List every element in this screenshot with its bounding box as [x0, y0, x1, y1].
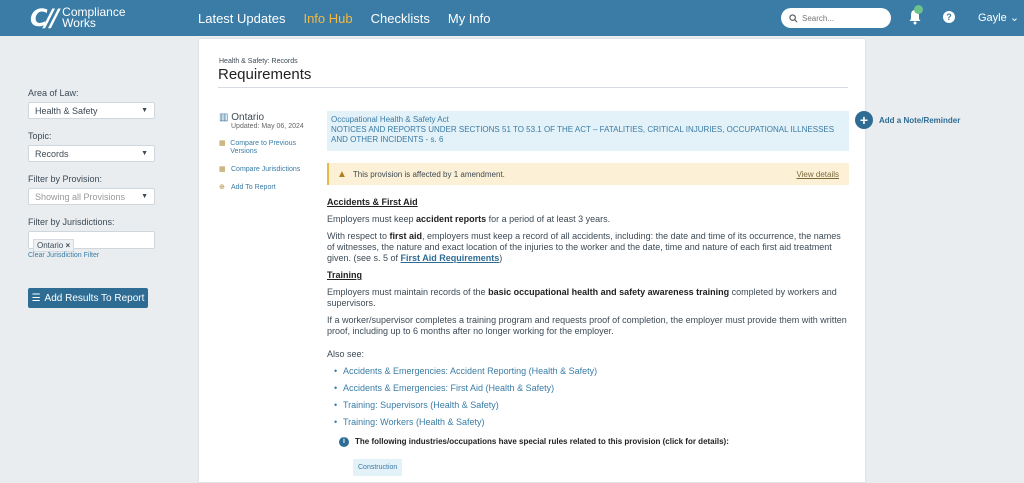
paragraph: Employers must keep accident reports for a period of at least 3 years. [327, 214, 611, 224]
related-link[interactable]: • Training: Supervisors (Health & Safety) [343, 400, 849, 411]
help-icon[interactable]: ? [943, 11, 955, 23]
updated-date: Updated: May 06, 2024 [231, 123, 304, 130]
compare-jurisdictions-label: Compare Jurisdictions [231, 166, 301, 173]
add-results-button[interactable] [28, 288, 148, 308]
logo-text [62, 7, 125, 29]
topic-value: Records [35, 148, 69, 159]
compare-jurisdictions-link[interactable] [219, 166, 319, 174]
remove-tag-icon[interactable]: × [65, 241, 71, 250]
paragraph: With respect to first aid, employers must keep a record of all accidents, including: the date and time of its occurrence, the names of witnesses, the nature and exact location of the injuries to the worker and the date, time and nature of each first aid treatment given. (see s. 5 of First Aid Requirements) [327, 231, 841, 263]
nav-latest-updates[interactable]: Latest Updates [198, 10, 286, 26]
page-title: Requirements [218, 66, 312, 83]
info-icon: i [339, 437, 349, 447]
logo-line1: Compliance [62, 5, 126, 19]
special-rules-info [339, 436, 849, 447]
user-menu[interactable] [978, 11, 1019, 24]
info-text: The following industries/occupations have special rules related to this provision (click for details): [355, 437, 729, 446]
caret-down-icon: ▼ [141, 107, 148, 114]
paragraph: If a worker/supervisor completes a training program and requests proof of completion, the employer must provide them with written proof, including up to 6 months after no longer working for the employer. [327, 315, 847, 336]
provision-select[interactable] [28, 188, 155, 205]
section-heading: Accidents & First Aid [327, 197, 418, 207]
section-heading: Training [327, 270, 363, 280]
industry-chip[interactable]: Construction [353, 459, 402, 476]
nav-checklists[interactable]: Checklists [370, 10, 430, 26]
notification-dot [914, 5, 923, 14]
compare-versions-link[interactable] [219, 140, 319, 156]
caret-down-icon: ▼ [141, 150, 148, 157]
paragraph: Employers must maintain records of the basic occupational health and safety awareness training completed by workers and supervisors. [327, 287, 837, 308]
logo[interactable] [30, 5, 126, 31]
provision-label: Filter by Provision: [28, 174, 103, 184]
jurisdiction-panel [219, 112, 319, 192]
main-nav [198, 0, 490, 36]
compare-versions-label: Compare to Previous Versions [230, 140, 297, 155]
jurisdiction-tag[interactable] [33, 239, 74, 252]
chevron-down-icon: ⌄ [1009, 12, 1020, 24]
add-to-report-link[interactable] [219, 184, 319, 192]
logo-mark: C// [30, 4, 57, 32]
search-input[interactable] [802, 14, 882, 23]
title-divider [218, 87, 848, 88]
plus-circle-icon: ⊕ [219, 184, 225, 191]
related-link[interactable]: • Accidents & Emergencies: First Aid (Health & Safety) [343, 383, 849, 394]
also-see-label: Also see: [327, 349, 365, 359]
area-value: Health & Safety [35, 105, 98, 116]
amendment-warning [327, 163, 849, 185]
tag-label: Ontario [37, 241, 64, 250]
compare-icon: ▦ [219, 166, 226, 173]
search-icon [789, 14, 798, 23]
filter-sidebar [28, 88, 156, 259]
add-note-label: Add a Note/Reminder [879, 115, 961, 125]
plus-icon: + [855, 111, 873, 129]
act-section: NOTICES AND REPORTS UNDER SECTIONS 51 TO 53.1 OF THE ACT – FATALITIES, CRITICAL INJURIES, OCCUPATIONAL ILLNESSES AND OTHER INCIDENTS - s. 6 [331, 125, 835, 144]
provision-content [327, 197, 849, 476]
nav-my-info[interactable]: My Info [447, 10, 491, 26]
nav-info-hub[interactable]: Info Hub [303, 10, 353, 26]
act-reference[interactable] [327, 111, 849, 151]
related-link[interactable]: • Training: Workers (Health & Safety) [343, 417, 849, 428]
map-icon: ▥ [219, 112, 229, 123]
main-panel [198, 38, 866, 483]
topic-select[interactable] [28, 145, 155, 162]
related-link[interactable]: • Accidents & Emergencies: Accident Reporting (Health & Safety) [343, 366, 849, 377]
add-results-label: Add Results To Report [44, 292, 145, 304]
caret-down-icon: ▼ [141, 193, 148, 200]
view-details-link[interactable]: View details [796, 169, 839, 179]
jurisdiction-filter[interactable] [28, 231, 155, 249]
top-bar [0, 0, 1024, 36]
list-add-icon: ☰ [31, 292, 41, 304]
provision-value: Showing all Provisions [35, 191, 126, 202]
user-name: Gayle [978, 12, 1007, 24]
logo-line2: Works [62, 16, 96, 30]
search-box[interactable] [781, 8, 891, 28]
area-select[interactable] [28, 102, 155, 119]
juris-label: Filter by Jurisdictions: [28, 217, 115, 227]
first-aid-link[interactable]: First Aid Requirements [400, 253, 500, 263]
jurisdiction-label: Ontario [231, 112, 265, 123]
compare-icon: ▦ [219, 140, 226, 147]
add-note-button[interactable] [855, 111, 960, 129]
jurisdiction-name [219, 112, 319, 123]
breadcrumb[interactable]: Health & Safety: Records [219, 58, 298, 65]
clear-jurisdiction-link[interactable]: Clear Jurisdiction Filter [28, 252, 100, 259]
warning-icon: ▲ [337, 168, 347, 180]
topic-label: Topic: [28, 131, 52, 141]
area-label: Area of Law: [28, 88, 79, 98]
act-name: Occupational Health & Safety Act [331, 115, 449, 124]
warning-text: This provision is affected by 1 amendment. [352, 169, 505, 179]
add-to-report-label: Add To Report [231, 184, 276, 191]
